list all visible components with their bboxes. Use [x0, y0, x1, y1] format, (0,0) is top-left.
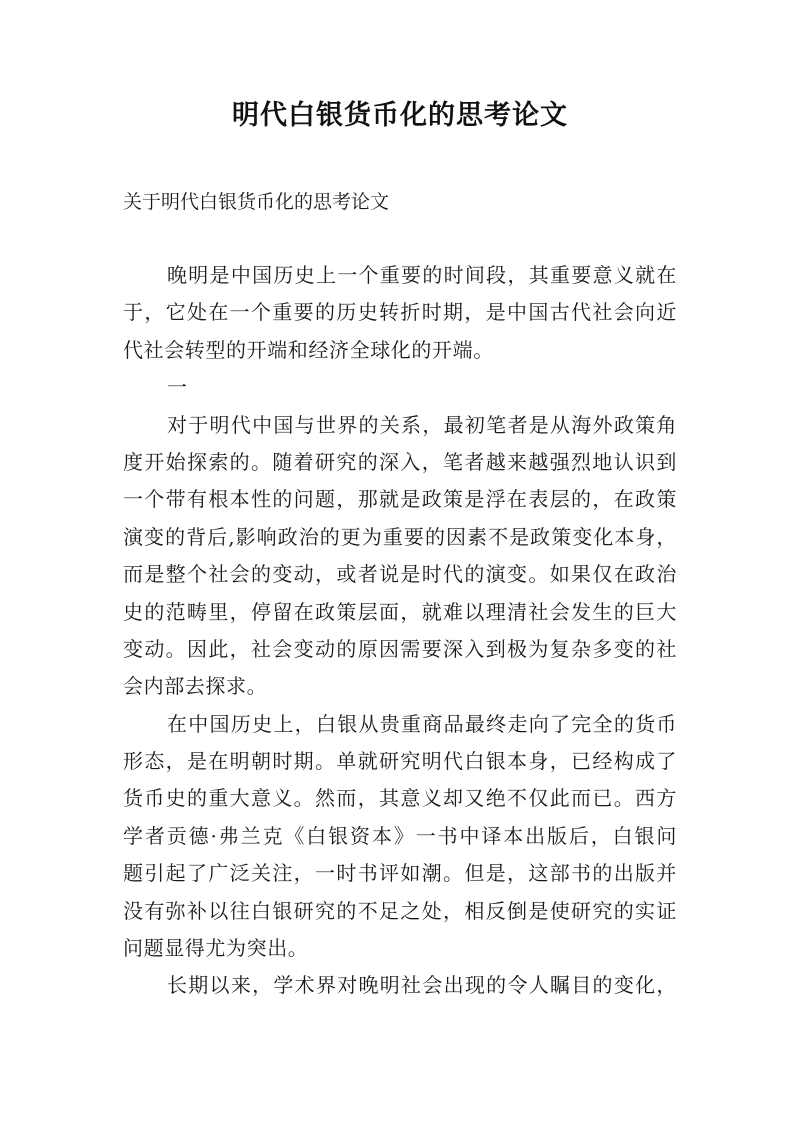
text-line: 度开始探索的。随着研究的深入，笔者越来越强烈地认识到 [123, 449, 677, 474]
text-line: 没有弥补以往白银研究的不足之处，相反倒是使研究的实证 [123, 898, 677, 923]
document-body [123, 257, 677, 1005]
paragraph [123, 257, 677, 369]
text-line: 题引起了广泛关注，一时书评如潮。但是，这部书的出版并 [123, 861, 677, 886]
text-line: 形态，是在明朝时期。单就研究明代白银本身，已经构成了 [123, 749, 677, 774]
section-number [123, 369, 677, 406]
text-line: 而是整个社会的变动，或者说是时代的演变。如果仅在政治 [123, 562, 677, 587]
text-line: 于，它处在一个重要的历史转折时期，是中国古代社会向近 [123, 300, 677, 325]
text-line: 演变的背后,影响政治的更为重要的因素不是政策变化本身， [123, 524, 677, 549]
text-line: 一个带有根本性的问题，那就是政策是浮在表层的，在政策 [123, 487, 677, 512]
text-line: 在中国历史上，白银从贵重商品最终走向了完全的货币 [167, 711, 677, 736]
text-line: 问题显得尤为突出。 [123, 936, 309, 961]
document-title: 明代白银货币化的思考论文 [232, 100, 568, 131]
document-subtitle: 关于明代白银货币化的思考论文 [123, 191, 390, 213]
text-line: 一 [167, 375, 188, 400]
text-line: 晚明是中国历史上一个重要的时间段，其重要意义就在 [167, 263, 677, 287]
text-line: 史的范畴里，停留在政策层面，就难以理清社会发生的巨大 [123, 599, 677, 624]
paragraph [123, 706, 677, 968]
text-line: 变动。因此，社会变动的原因需要深入到极为复杂多变的社 [123, 636, 677, 661]
text-line: 会内部去探求。 [123, 674, 268, 699]
text-line: 代社会转型的开端和经济全球化的开端。 [123, 337, 494, 362]
text-line: 货币史的重大意义。然而，其意义却又绝不仅此而已。西方 [123, 786, 677, 811]
text-line: 对于明代中国与世界的关系，最初笔者是从海外政策角 [167, 412, 677, 437]
text-line: 学者贡德·弗兰克《白银资本》一书中译本出版后，白银问 [123, 823, 677, 848]
paragraph [123, 967, 677, 1004]
paragraph [123, 407, 677, 706]
text-line: 长期以来，学术界对晚明社会出现的令人瞩目的变化， [167, 973, 677, 998]
